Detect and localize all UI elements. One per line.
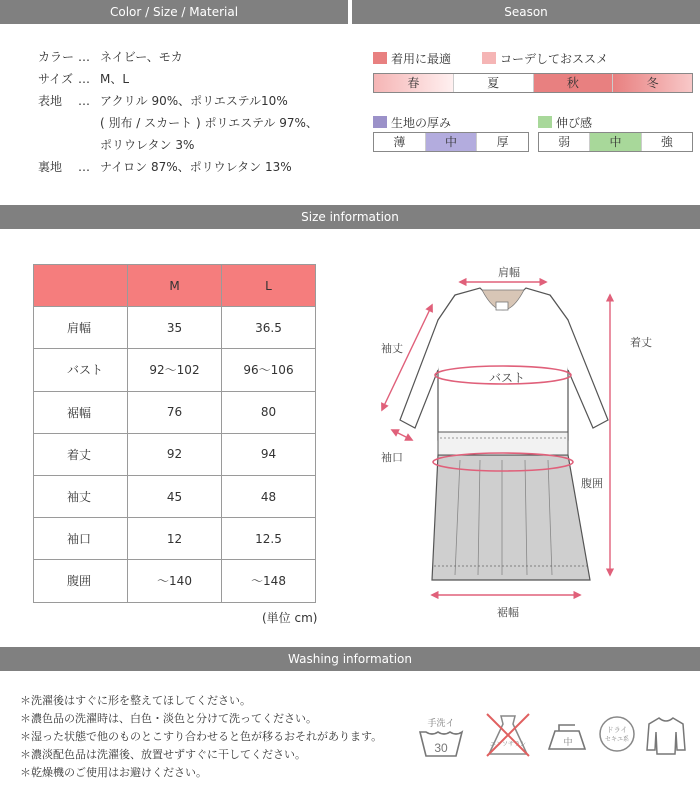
handwash-icon bbox=[416, 712, 466, 762]
washing-note: ＊洗濯後はすぐに形を整えてほしてください。 bbox=[20, 694, 251, 707]
row-label: 肩幅 bbox=[34, 307, 128, 349]
cell-l: 80 bbox=[222, 391, 316, 433]
table-row bbox=[34, 560, 316, 602]
cell-l: 36.5 bbox=[222, 307, 316, 349]
material-header: Color / Size / Material bbox=[0, 0, 348, 24]
cell-l: 〜148 bbox=[222, 560, 316, 602]
cell-m: 76 bbox=[128, 391, 222, 433]
unit-note: (単位 cm) bbox=[262, 611, 318, 625]
legend-best: 着用に最適 bbox=[373, 50, 451, 67]
season-scale bbox=[373, 73, 693, 93]
size-col-l: L bbox=[222, 265, 316, 307]
washing-note: ＊濃色品の洗濯時は、白色・淡色と分けて洗ってください。 bbox=[20, 712, 317, 725]
cell-l: 94 bbox=[222, 433, 316, 475]
season-summer: 夏 bbox=[453, 74, 533, 92]
top-body bbox=[438, 288, 568, 440]
cell-m: 92〜102 bbox=[128, 349, 222, 391]
cuff-arrow bbox=[392, 430, 412, 440]
top-band bbox=[438, 432, 568, 455]
tag-icon bbox=[496, 302, 508, 310]
cuff-label: 袖口 bbox=[381, 451, 403, 464]
cell-l: 48 bbox=[222, 475, 316, 517]
size-col-m: M bbox=[128, 265, 222, 307]
waist-label: 腹囲 bbox=[581, 477, 603, 490]
table-row bbox=[34, 391, 316, 433]
thickness-thick: 厚 bbox=[476, 133, 528, 151]
thickness-medium: 中 bbox=[425, 133, 477, 151]
material-row-outer-2: ( 別布 / スカート ) ポリエステル 97%、 bbox=[100, 116, 318, 130]
table-row bbox=[34, 433, 316, 475]
sleeve-label: 袖丈 bbox=[381, 342, 403, 355]
legend-coord: コーデしておススメ bbox=[482, 50, 608, 67]
handwash-temp: 30 bbox=[434, 741, 448, 755]
material-row-size: サイズ … M、L bbox=[38, 72, 130, 86]
thickness-thin: 薄 bbox=[393, 135, 406, 149]
stretch-swatch bbox=[538, 116, 552, 128]
no-bleach-icon bbox=[483, 710, 533, 760]
material-row-outer-3: ポリウレタン 3% bbox=[100, 138, 195, 152]
row-label: 袖丈 bbox=[34, 475, 128, 517]
thickness-scale bbox=[373, 132, 529, 152]
season-autumn: 秋 bbox=[533, 74, 613, 92]
iron-label: 中 bbox=[563, 737, 573, 747]
row-label: バスト bbox=[34, 349, 128, 391]
dryclean-label: ドライ bbox=[606, 727, 628, 734]
cell-l: 96〜106 bbox=[222, 349, 316, 391]
garment-diagram bbox=[360, 250, 680, 625]
washing-note: ＊乾燥機のご使用はお避けください。 bbox=[20, 766, 207, 779]
size-table-corner bbox=[34, 265, 128, 307]
cell-m: 92 bbox=[128, 433, 222, 475]
table-row bbox=[34, 349, 316, 391]
material-row-outer: 表地 … アクリル 90%、ポリエステル10% bbox=[38, 94, 288, 108]
table-row bbox=[34, 307, 316, 349]
thickness-label: 生地の厚み bbox=[373, 114, 451, 131]
season-winter: 冬 bbox=[612, 74, 692, 92]
stretch-weak: 弱 bbox=[558, 135, 571, 149]
cell-m: 45 bbox=[128, 475, 222, 517]
dryclean-icon bbox=[595, 712, 639, 756]
iron-icon bbox=[545, 717, 589, 757]
row-label: 腹囲 bbox=[34, 560, 128, 602]
bleach-label: エンソサラシ bbox=[489, 742, 527, 748]
flat-dry-icon bbox=[641, 710, 691, 760]
bust-label: バスト bbox=[489, 371, 526, 385]
size-info-header: Size information bbox=[0, 205, 700, 229]
dryclean-sub: セキユ系 bbox=[604, 737, 630, 743]
thickness-swatch bbox=[373, 116, 387, 128]
material-row-color: カラー … ネイビー、モカ bbox=[38, 50, 183, 64]
washing-note: ＊濃淡配色品は洗濯後、放置せずすぐに干してください。 bbox=[20, 748, 306, 761]
hem-label: 裾幅 bbox=[497, 606, 519, 619]
stretch-scale bbox=[538, 132, 693, 152]
stretch-strong: 強 bbox=[641, 133, 692, 151]
stretch-medium: 中 bbox=[589, 133, 640, 151]
length-label: 着丈 bbox=[630, 336, 652, 349]
legend-best-swatch bbox=[373, 52, 387, 64]
handwash-label: 手洗イ bbox=[427, 718, 455, 728]
row-label: 着丈 bbox=[34, 433, 128, 475]
season-spring: 春 bbox=[374, 74, 453, 92]
season-header: Season bbox=[352, 0, 700, 24]
cell-m: 〜140 bbox=[128, 560, 222, 602]
stretch-label: 伸び感 bbox=[538, 114, 592, 131]
cell-m: 35 bbox=[128, 307, 222, 349]
material-row-lining: 裏地 … ナイロン 87%、ポリウレタン 13% bbox=[38, 160, 292, 174]
size-table bbox=[33, 264, 316, 603]
row-label: 袖口 bbox=[34, 518, 128, 560]
row-label: 裾幅 bbox=[34, 391, 128, 433]
cell-m: 12 bbox=[128, 518, 222, 560]
washing-header: Washing information bbox=[0, 647, 700, 671]
table-row bbox=[34, 475, 316, 517]
shoulder-label: 肩幅 bbox=[498, 266, 520, 279]
cell-l: 12.5 bbox=[222, 518, 316, 560]
washing-note: ＊湿った状態で他のものとこすり合わせると色が移るおそれがあります。 bbox=[20, 730, 383, 743]
size-table-header-row bbox=[34, 265, 316, 307]
legend-coord-swatch bbox=[482, 52, 496, 64]
table-row bbox=[34, 518, 316, 560]
